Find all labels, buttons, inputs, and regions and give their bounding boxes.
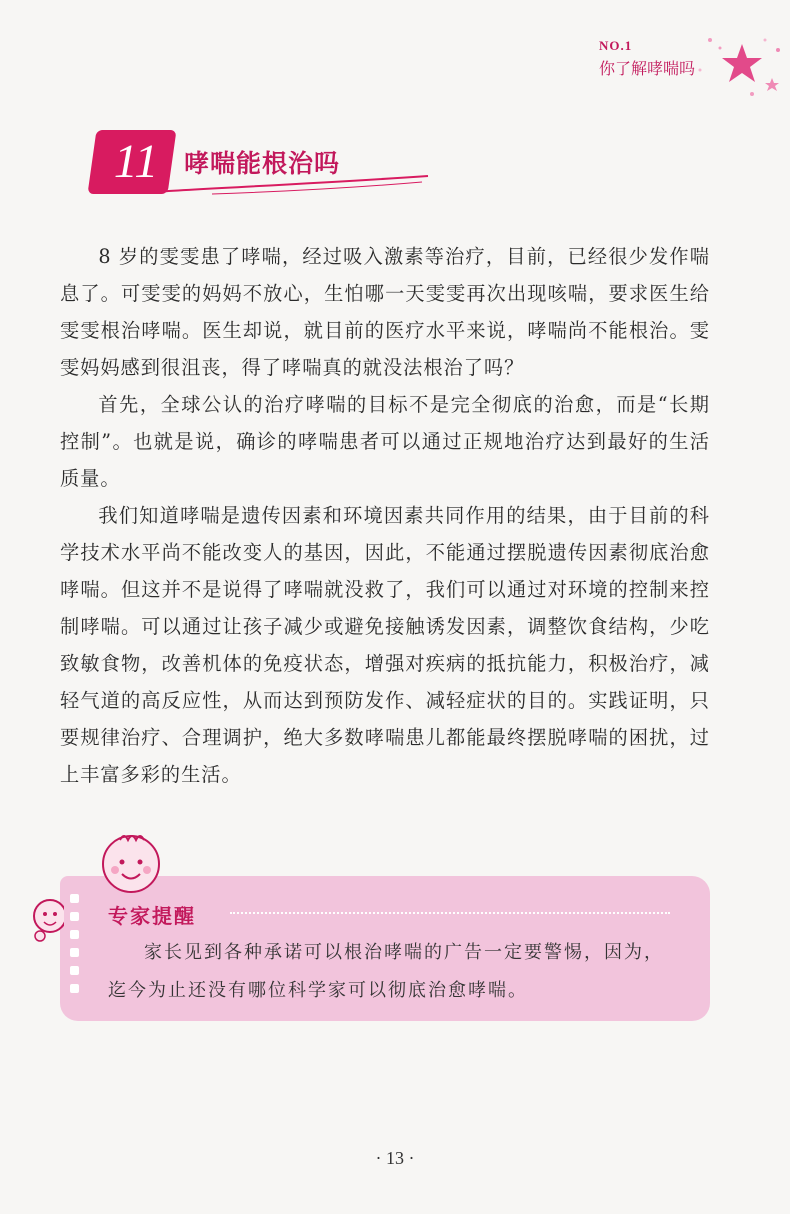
section-number: 11 — [113, 135, 159, 188]
paragraph: 8 岁的雯雯患了哮喘，经过吸入激素等治疗，目前，已经很少发作喘息了。可雯雯的妈妈不放心，生怕哪一天雯雯再次出现咳喘，要求医生给雯雯根治哮喘。医生却说，就目前的医疗水平来说，哮喘尚不能根治。雯雯妈妈感到很沮丧，得了哮喘真的就没法根治了吗？ — [60, 245, 710, 379]
decorative-stars-icon — [690, 30, 790, 110]
film-strip-decoration — [70, 894, 84, 1006]
title-underline-icon — [152, 170, 432, 196]
chapter-title: 你了解哮喘吗 — [598, 59, 695, 78]
dotted-divider — [230, 912, 670, 914]
paragraph: 我们知道哮喘是遗传因素和环境因素共同作用的结果，由于目前的科学技术水平尚不能改变人的基因，因此，不能通过摆脱遗传因素彻底治愈哮喘。但这并不是说得了哮喘就没救了，我们可以通过对环境的控制来控制哮喘。可以通过让孩子减少或避免接触诱发因素，调整饮食结构，少吃致敏食物，改善机体的免疫状态，增强对疾病的抵抗能力，积极治疗，减轻气道的高反应性，从而达到预防发作、减轻症状的目的。实践证明，只要规律治疗、合理调护，绝大多数哮喘患儿都能最终摆脱哮喘的困扰，过上丰富多彩的生活。 — [60, 504, 710, 786]
peeking-baby-icon — [30, 892, 64, 952]
tip-line: 家长见到各种承诺可以根治哮喘的广告一定要警惕，因为， — [144, 942, 664, 963]
section-heading: 哮喘能根治吗 — [184, 149, 341, 178]
section-title — [92, 130, 382, 210]
tip-heading: 专家提醒 — [108, 904, 196, 928]
tip-body — [108, 934, 678, 1010]
page-number: · 13 · — [375, 1148, 415, 1168]
baby-face-icon — [96, 826, 166, 896]
chapter-header — [599, 38, 695, 79]
paragraph: 首先，全球公认的治疗哮喘的目标不是完全彻底的治愈，而是“长期控制”。也就是说，确诊的哮喘患者可以通过正规地治疗达到最好的生活质量。 — [60, 393, 710, 490]
article-body — [60, 238, 710, 793]
expert-tip-box — [60, 876, 710, 1021]
chapter-number: NO.1 — [598, 38, 633, 53]
tip-line: 迄今为止还没有哪位科学家可以彻底治愈哮喘。 — [108, 980, 528, 1001]
